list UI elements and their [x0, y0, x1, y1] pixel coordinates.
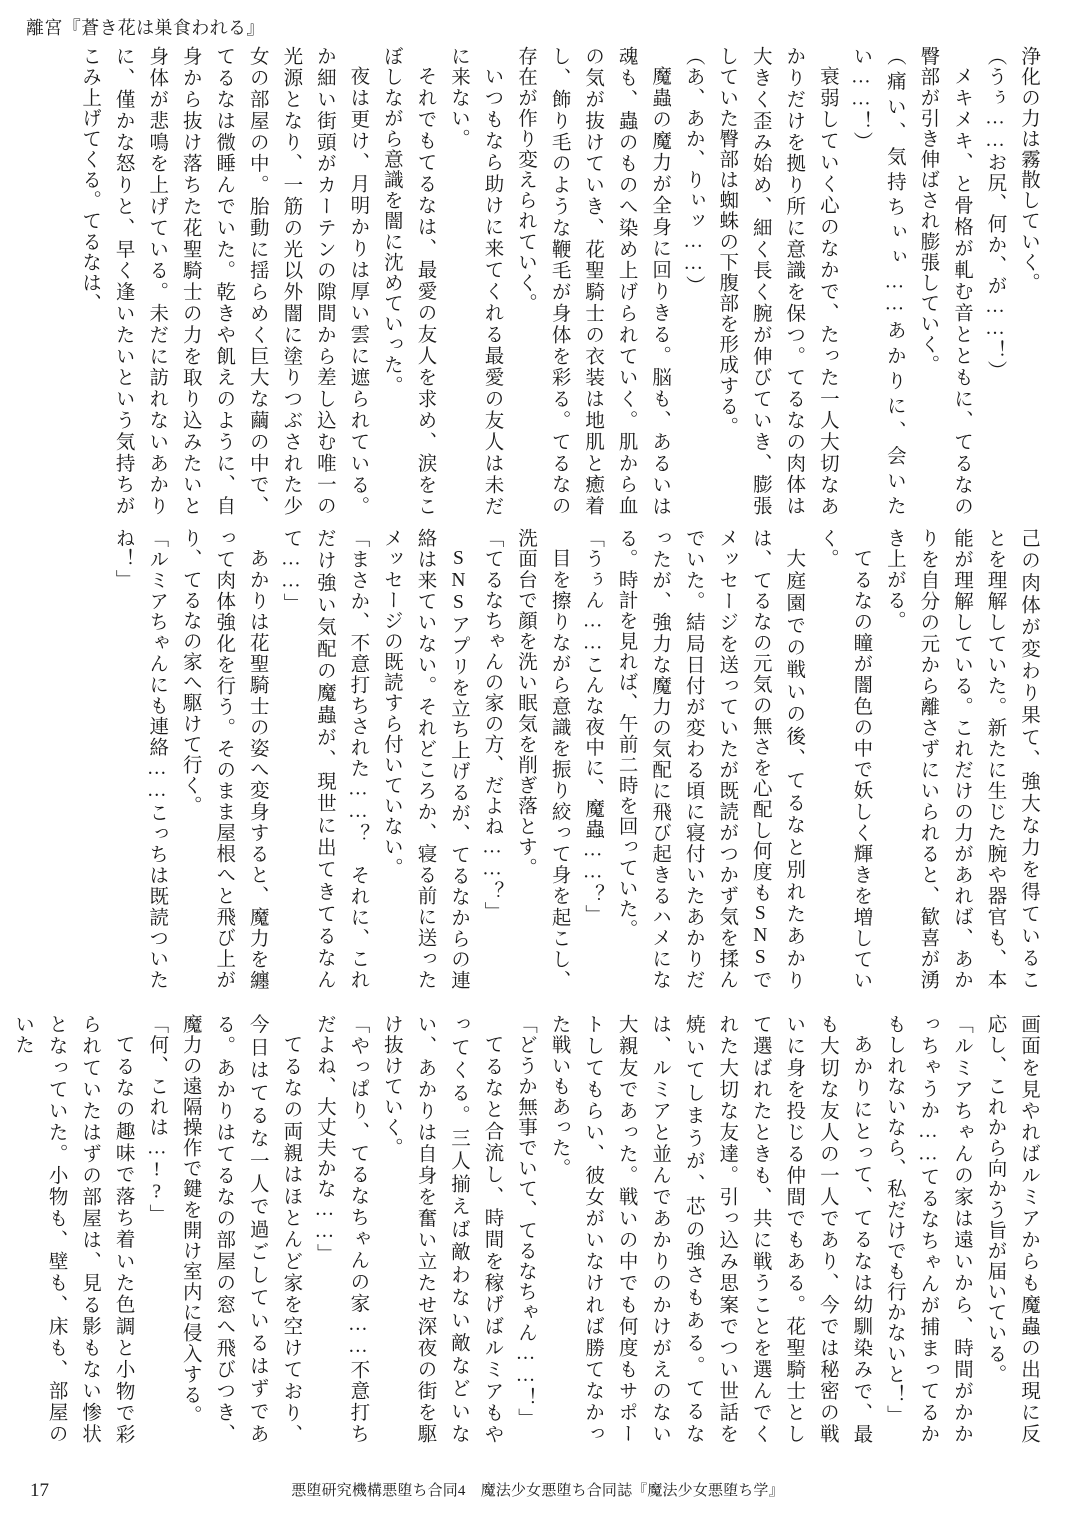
page-footer [0, 1478, 1075, 1502]
paragraph: いつもなら助けに来てくれる最愛の友人は未だに来ない。 [447, 46, 503, 516]
paragraph: 己の肉体が変わり果て、強大な力を得ているこ とを理解していた。新たに生じた腕や器官も、本能が理解している。これだけの力があれば、あかりを自分の元から離さずにいられると、歓喜が湧き上がる。 [883, 528, 1039, 990]
text-block-2 [90, 528, 1045, 990]
paragraph: 夜は更け、月明かりは厚い雲に遮られている。か細い街頭がカーテンの隙間から差し込む唯一の光源となり、一筋の光以外闇に塗りつぶされた少女の部屋の中。胎動に揺らめく巨大な繭の中で、てるなは微睡んでいた。乾きや飢えのように、自身から抜け落ちた花聖騎士の力を取り込みたいと身体が悲鳴を上げている。未だに訪れないあかりに、僅かな怒りと、早く逢いたいという気持ちがこみ上げてくる。てるなは、 [79, 46, 369, 516]
text-block-3 [12, 1014, 1045, 1444]
paragraph: 「どうか無事でいて、てるなちゃん……！」 [515, 1014, 537, 1429]
paragraph: 大庭園での戦いの後、てるなと別れたあかりは、てるなの元気の無さを心配し何度もSNSでメッセージを送っていたが既読がつかず気を揉んでいた。結局日付が変わる頃に寝付いたあかりだったが、強力な魔力の気配に飛び起きるハメになる。時計を見れば、午前二時を回っていた。 [615, 528, 805, 990]
paragraph: 「やっぱり、てるなちゃんの家……不意打ちだよね、大丈夫かな……」 [313, 1014, 369, 1444]
paragraph: （痛い、気持ちぃぃ……あかりに、会いたい……！） [850, 46, 905, 516]
paragraph: 「まさか、不意打ちされた……？ それに、これだけ強い気配の魔蟲が、現世に出てきてるなんて……」 [280, 528, 369, 990]
paragraph: 画面を見やればルミアからも魔蟲の出現に反応し、これから向かう旨が届いている。 [984, 1014, 1039, 1444]
paragraph: 「うぅん……こんな夜中に、魔蟲……？」 [582, 528, 604, 925]
footer-title: 悪堕研究機構悪堕ち合同4 魔法少女悪堕ち合同誌『魔法少女悪堕ち学』 [291, 1483, 784, 1499]
paragraph: あかりは花聖騎士の姿へ変身すると、魔力を纏って肉体強化を行う。そのまま屋根へと飛び上がり、てるなの家へ駆けて行く。 [179, 528, 268, 990]
paragraph: 「てるなちゃんの家の方、だよね……？」 [481, 528, 503, 922]
paragraph: てるなの瞳が闇色の中で妖しく輝きを増していく。 [816, 528, 872, 990]
running-head: 離宮『蒼き花は巣食われる』 [26, 18, 265, 38]
paragraph: てるなの趣味で落ち着いた色調と小物で彩られていたはずの部屋は、見る影もない惨状となっていた。小物も、壁も、床も、部屋のいた [12, 1014, 134, 1444]
paragraph: それでもてるなは、最愛の友人を求め、涙をこぼしながら意識を闇に沈めていった。 [380, 46, 436, 516]
paragraph: 魔蟲の魔力が全身に回りきる。脳も、あるいは魂も、蟲のものへ染め上げられていく。肌から血の気が抜けていき、花聖騎士の衣装は地肌と癒着し、飾り毛のような鞭毛が身体を彩る。てるなの存在が作り変えられていく。 [515, 46, 671, 516]
paragraph: 衰弱していく心のなかで、たった一人大切なあかりだけを拠り所に意識を保つ。てるなの肉体は大きく歪み始め、細く長く腕が伸びていき、膨張していた臀部は蜘蛛の下腹部を形成する。 [716, 46, 838, 516]
paragraph: 「ルミアちゃんにも連絡……こっちは既読ついたね！」 [112, 528, 168, 990]
paragraph: てるなと合流し、時間を稼げばルミアもやってくる。三人揃えば敵わない敵などいない、あかりは自身を奮い立たせ深夜の街を駆け抜けていく。 [380, 1014, 503, 1444]
paragraph: 目を擦りながら意識を振り絞って身を起こし、洗面台で顔を洗い眠気を削ぎ落とす。 [515, 528, 570, 990]
paragraph: （あ、あか、りぃッ……） [682, 46, 704, 296]
paragraph: 浄化の力は霧散していく。 [1018, 46, 1039, 293]
page-number: 17 [30, 1480, 49, 1501]
paragraph: SNSアプリを立ち上げるが、てるなからの連絡は来ていない。それどころか、寝る前に送ったメッセージの既読すら付いていない。 [380, 528, 469, 990]
paragraph: （うぅ……お尻、何か、が……！） [984, 46, 1006, 382]
paragraph: てるなの両親はほとんど家を空けており、今日はてるな一人で過ごしているはずである。あかりはてるなの部屋の窓へ飛びつき、魔力の遠隔操作で鍵を開け室内に侵入する。 [179, 1014, 302, 1444]
paragraph: 「ルミアちゃんの家は遠いから、時間がかかっちゃうか……てるなちゃんが捕まってるかもしれないなら、私だけでも行かないと！」 [883, 1014, 972, 1444]
text-block-1 [79, 46, 1045, 516]
paragraph: あかりにとって、てるなは幼馴染みで、最も大切な友人の一人であり、今では秘密の戦いに身を投じる仲間でもある。花聖騎士として選ばれたときも、共に戦うことを選んでくれた大切な友達。引っ込み思案でつい世話を焼いてしまうが、芯の強さもある。てるなは、ルミアと並んであかりのかけがえのない大親友であった。戦いの中でも何度もサポートしてもらい、彼女がいなければ勝てなかった戦いもあった。 [548, 1014, 872, 1444]
paragraph: 「何、これは…!?」 [146, 1014, 168, 1225]
paragraph: メキメキ、と骨格が軋む音とともに、てるなの臀部が引き伸ばされ膨張していく。 [917, 46, 972, 516]
